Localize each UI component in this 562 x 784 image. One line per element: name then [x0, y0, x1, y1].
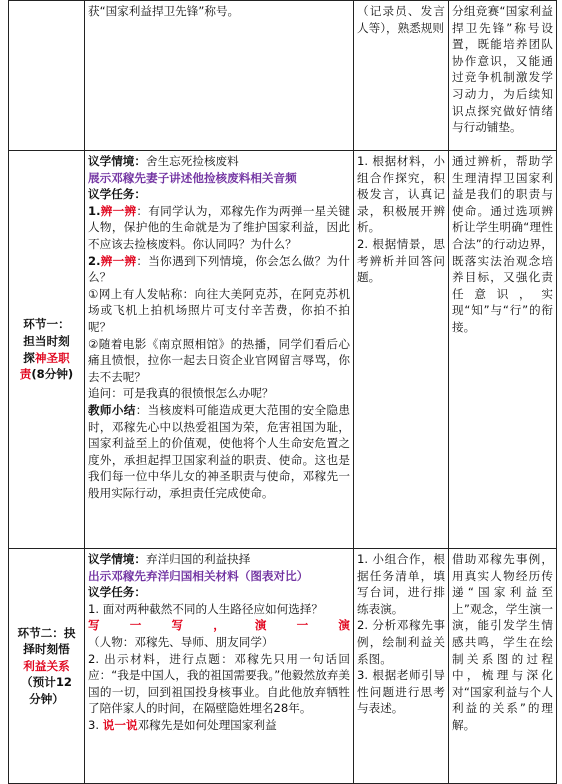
purpose-cell — [449, 151, 557, 549]
show-material: 出示邓稼先弃洋归国相关材料（图表对比） — [88, 568, 309, 583]
task-1: 1. 面对两种截然不同的人生路径应如何选择？ — [88, 601, 324, 616]
task-1 — [88, 203, 350, 253]
table-row — [9, 549, 557, 784]
context-line — [88, 551, 350, 568]
task-text: 邓稼先是如何处理国家利益 — [137, 717, 277, 732]
student-activity-2: 2. 分析邓稼先事例，绘制利益关系图。 — [357, 618, 445, 666]
scenario-2: ②随着电影《南京照相馆》的热播，同学们看后心痛且愤恨，拉你一起去日资企业官网留言辱骂，你去不去呢？ — [88, 336, 350, 384]
task-3 — [88, 717, 350, 734]
task-text: ：当你遇到下列情境，你会怎么做？为什么？ — [88, 253, 350, 285]
section-duration: 分钟） — [29, 691, 64, 706]
purpose-cell — [449, 1, 557, 151]
context-line — [88, 153, 350, 170]
student-activity-1: 1. 根据材料，小组合作探究，积极发言，认真记录，积极展开辨析。 — [357, 154, 445, 235]
section-label: 环节二：抉 — [17, 625, 76, 640]
task-1-roleplay — [88, 617, 350, 650]
student-cell — [354, 549, 449, 784]
show-material: 展示邓稼先妻子讲述他捡核废料相关音频 — [88, 170, 297, 185]
section-highlight: 神圣职 — [34, 350, 70, 365]
activity-cell — [85, 1, 354, 151]
task-text: （人物：邓稼先、导师、朋友同学） — [88, 634, 274, 649]
section-title — [12, 625, 81, 708]
section-cell — [9, 151, 85, 549]
task-keyword: 辨一辨 — [100, 203, 137, 218]
student-activity-2: 2. 根据情景，思考辨析并回答问题。 — [357, 236, 445, 285]
table-row — [9, 151, 557, 549]
summary-label: 教师小结 — [88, 402, 136, 417]
student-activity-1: 1. 小组合作，根据任务清单，填写台词，进行排练表演。 — [357, 552, 445, 616]
section-label: 择时刻悟 — [23, 642, 70, 657]
section-highlight: 利益关系 — [23, 658, 70, 673]
scenario-1: ①网上有人发帖称：向往大美阿克苏，在阿克苏机场或飞机上拍机场照片可支付辛苦费，你拍不拍呢？ — [88, 286, 350, 334]
task-number: 1. — [88, 203, 101, 218]
section-highlight: 责 — [19, 367, 32, 382]
purpose-cell — [449, 549, 557, 784]
context-text: 弃洋归国的利益抉择 — [145, 552, 251, 566]
task-keyword: 说一说 — [102, 717, 138, 732]
context-label: 议学情境： — [88, 154, 146, 168]
context-text: 舍生忘死捡核废料 — [145, 154, 239, 168]
section-duration: （预计12 — [21, 675, 72, 690]
section-title — [12, 316, 81, 382]
purpose-text: 借助邓稼先事例，用真实人物经历传递“国家利益至上”观念，学生演一演，能引发学生情感共鸣，学生在绘制关系图的过程中，梳理与深化对“国家利益与个人利益的关系”的理解。 — [452, 552, 553, 732]
followup-question: 追问：可是我真的很愤恨怎么办呢？ — [88, 386, 274, 401]
task-text: ：有同学认为，邓稼先作为两弹一星关键人物，保护他的生命就是为了维护国家利益，因此不应该去捡核废料。你认同吗？为什么？ — [88, 203, 350, 251]
section-label: 探 — [23, 350, 35, 365]
activity-text: 获“国家利益捍卫先锋”称号。 — [88, 4, 240, 18]
lesson-plan-table — [8, 0, 557, 784]
student-cell — [354, 151, 449, 549]
task-2: 2. 出示材料，进行点题：邓稼先只用一句话回应：“我是中国人，我的祖国需要我。”他毅然放弃美国的一切，回到祖国投身核事业。自此他放弃牺牲了陪伴家人的时间，在隔壁隐姓埋名28年。 — [88, 651, 350, 716]
tasks-label: 议学任务： — [88, 187, 146, 202]
section-label: 环节一： — [23, 317, 70, 332]
task-2 — [88, 253, 350, 286]
student-cell — [354, 1, 449, 151]
context-label: 议学情境： — [88, 552, 146, 566]
section-duration: (8分钟) — [31, 367, 74, 382]
section-cell-empty — [9, 1, 85, 151]
task-keyword: 写一写，演一演 — [88, 618, 350, 633]
activity-cell — [85, 549, 354, 784]
tasks-label: 议学任务： — [88, 585, 146, 600]
task-number: 3. — [88, 717, 100, 732]
section-cell — [9, 549, 85, 784]
student-text: （记录员、发言人等），熟悉规则 — [357, 4, 445, 35]
purpose-text: 分组竞赛“国家利益捍卫先锋”称号设置，既能培养团队协作意识，又能通过竞争机制激发学习动力，为后续知识点探究做好情绪与行动铺垫。 — [452, 4, 553, 135]
section-label: 担当时刻 — [23, 333, 70, 348]
task-number: 2. — [88, 253, 101, 268]
activity-cell — [85, 151, 354, 549]
student-activity-3: 3. 根据老师引导性问题进行思考与表述。 — [357, 668, 445, 716]
task-keyword: 辨一辨 — [100, 253, 137, 268]
teacher-summary — [88, 402, 350, 502]
purpose-text: 通过辨析，帮助学生理清捍卫国家利益是我们的职责与使命。通过选项辨析让学生明确“理性合法”的行动边界，既落实法治观念培养目标，又强化责任意识，实现“知”与“行”的衔接。 — [452, 154, 553, 334]
summary-text: ：当核废料可能造成更大范围的安全隐患时，邓稼先心中以热爱祖国为荣，危害祖国为耻，国家利益至上的价值观，使他将个人生命安危置之度外，承担起捍卫国家利益的职责、使命。这也是我们每一位中华儿女的神圣职责与使命，邓稼先一般用实际行动，承担责任完成使命。 — [88, 402, 350, 500]
table-row — [9, 1, 557, 151]
